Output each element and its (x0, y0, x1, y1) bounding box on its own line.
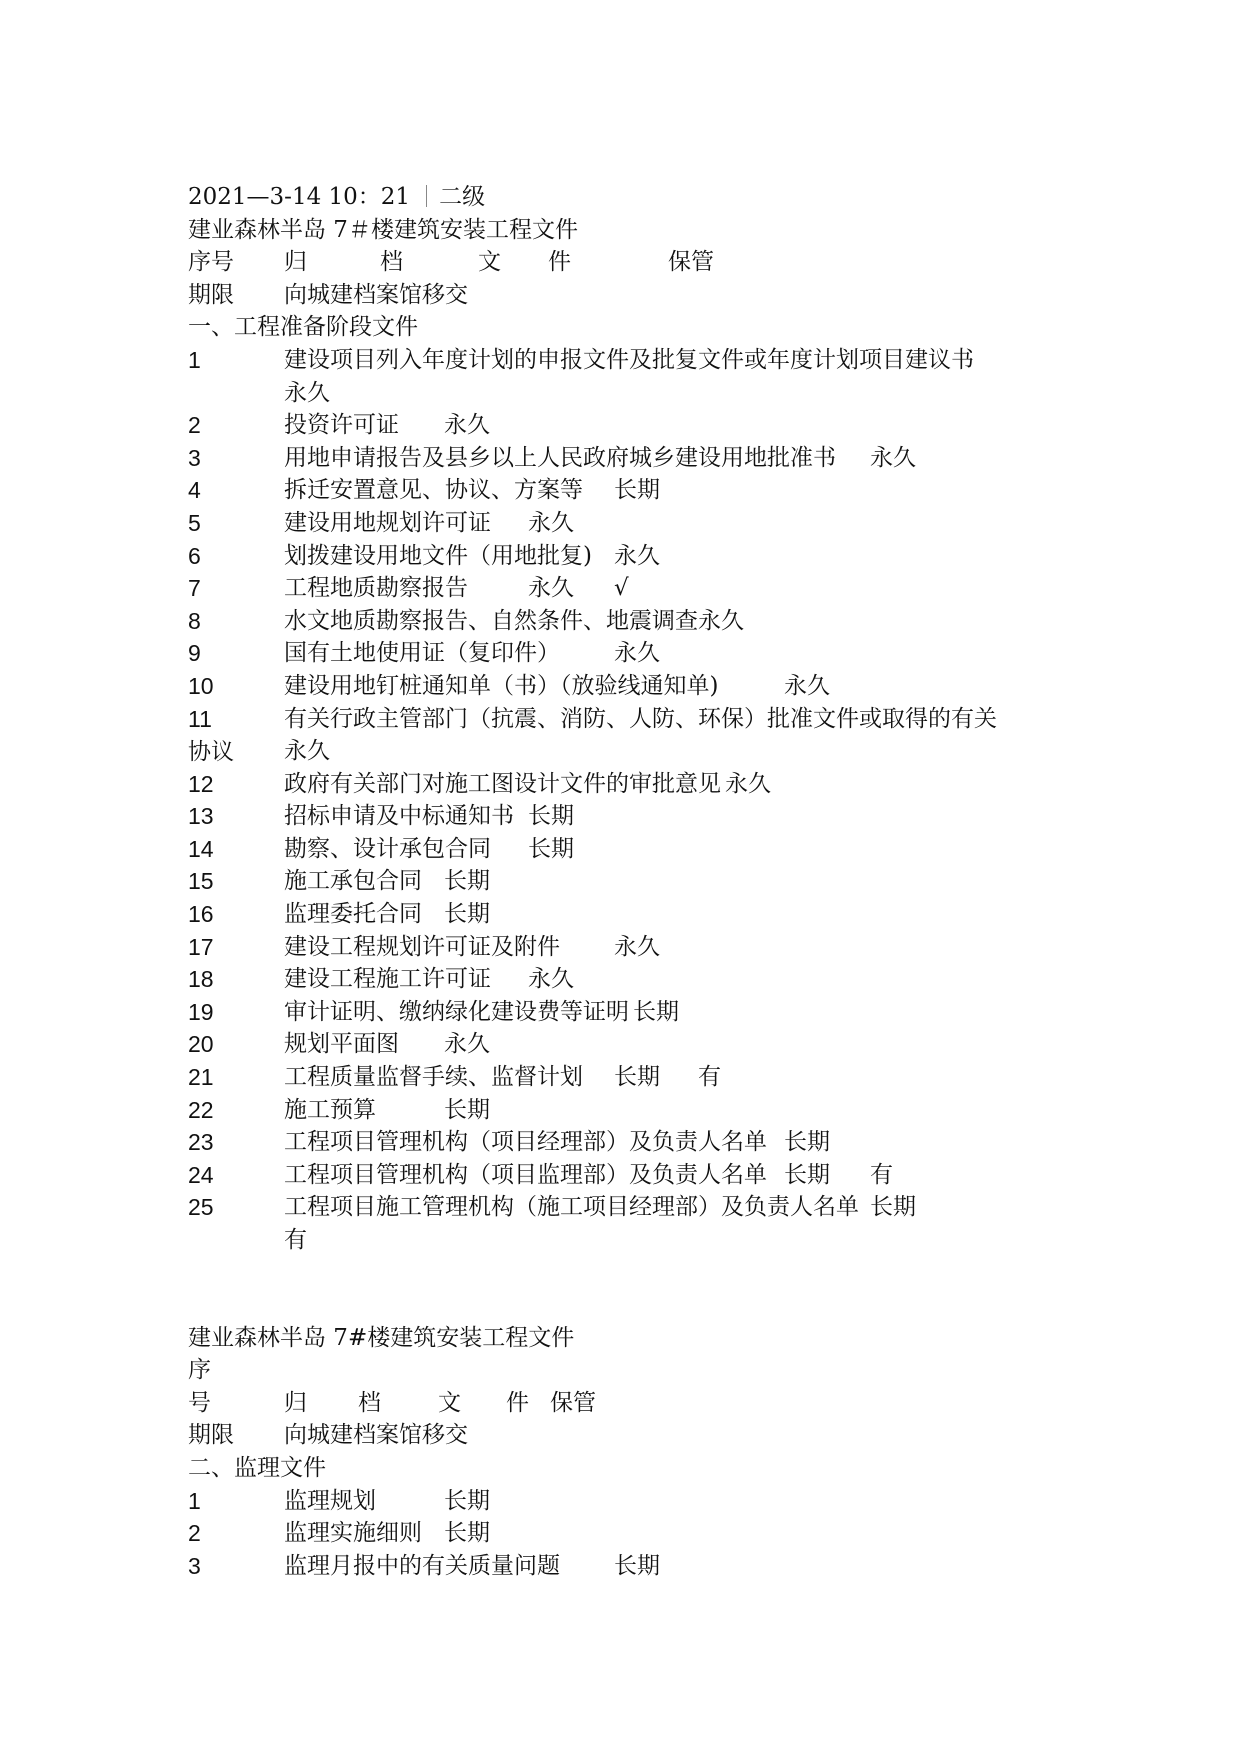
section-heading-2-text: 二、监理文件 (188, 1454, 326, 1481)
list-item (188, 1094, 1088, 1127)
col-wen: 文 (478, 249, 501, 276)
item-title: 划拨建设用地文件（用地批复) (284, 542, 592, 569)
item-number: 4 (188, 477, 201, 504)
item-number: 7 (188, 575, 201, 602)
col-jian: 件 (548, 249, 571, 276)
item-period: 永久 (528, 509, 574, 536)
item-transfer-mark: √ (614, 575, 629, 602)
item-title-text: 审计证明、缴纳绿化建设费等证明 (284, 998, 629, 1025)
section2-list (188, 1485, 1088, 1583)
doc-title (188, 214, 1088, 247)
item-period: 长期 (528, 803, 574, 830)
item-title: 建设用地钉桩通知单（书）（放验线通知单) (284, 672, 719, 699)
item-number: 21 (188, 1064, 214, 1091)
item-period: 长期 (528, 835, 574, 862)
item-number: 25 (188, 1194, 214, 1221)
list-item (188, 1191, 1088, 1224)
item-title: 投资许可证 (284, 412, 399, 439)
header-level: 二级 (439, 184, 486, 210)
col-dang: 档 (380, 249, 403, 276)
item-title: 工程项目管理机构（项目监理部）及负责人名单 (284, 1161, 767, 1188)
list-item (188, 898, 1088, 931)
item-period: 永久 (528, 575, 574, 602)
item-number: 10 (188, 672, 214, 699)
col-transfer-2: 向城建档案馆移交 (284, 1422, 468, 1449)
item-title: 施工预算 (284, 1096, 376, 1123)
col-hao: 号 (188, 1389, 211, 1416)
item-period: 永久 (870, 444, 916, 471)
section-heading-2 (188, 1452, 1088, 1485)
list-item (188, 474, 1088, 507)
column-header-row (188, 246, 1088, 279)
item-title: 建设工程施工许可证 (284, 966, 491, 993)
item-number: 20 (188, 1031, 214, 1058)
item-title: 工程项目施工管理机构（施工项目经理部）及负责人名单 (284, 1194, 859, 1221)
item-period: 长期 (614, 1064, 660, 1091)
list-item (188, 409, 1088, 442)
item-period: 长期 (444, 1096, 490, 1123)
list-item (188, 605, 1088, 638)
item-period: 长期 (870, 1194, 916, 1221)
item-title: 水文地质勘察报告、自然条件、地震调查 (284, 607, 698, 634)
item-period: 永久 (284, 738, 330, 765)
item-period: 永久 (784, 672, 830, 699)
item-period: 长期 (444, 901, 490, 928)
item-title: 监理月报中的有关质量问题 (284, 1552, 560, 1579)
list-item (188, 833, 1088, 866)
item-number: 8 (188, 607, 201, 634)
col-dang-2: 档 (358, 1389, 381, 1416)
item-number: 16 (188, 901, 214, 928)
item-period: 永久 (614, 640, 660, 667)
item-number: 9 (188, 640, 201, 667)
item-title: 工程质量监督手续、监督计划 (284, 1064, 583, 1091)
item-title: 勘察、设计承包合同 (284, 835, 491, 862)
item-number: 15 (188, 868, 214, 895)
list-item (188, 800, 1088, 833)
item-number: 3 (188, 1552, 201, 1579)
item-period: 永久 (614, 542, 660, 569)
section-heading-text: 一、工程准备阶段文件 (188, 314, 418, 341)
item-period: 永久 (698, 607, 744, 634)
section1-list (188, 344, 1088, 1257)
list-item (188, 1485, 1088, 1518)
col-seq: 序号 (188, 249, 234, 276)
list-item (188, 637, 1088, 670)
col-transfer: 向城建档案馆移交 (284, 281, 468, 308)
doc-title-text: 建业森林半岛 7＃楼建筑安装工程文件 (188, 216, 578, 243)
item-transfer-mark: 有 (698, 1064, 721, 1091)
item-title: 拆迁安置意见、协议、方案等 (284, 477, 583, 504)
item-title: 监理实施细则 (284, 1520, 422, 1547)
item-number: 13 (188, 803, 214, 830)
item-period: 长期 (614, 477, 660, 504)
spacer (188, 1257, 1088, 1322)
item-title: 建设项目列入年度计划的申报文件及批复文件或年度计划项目建议书 (284, 346, 974, 373)
item-number: 2 (188, 1520, 201, 1547)
doc-title-2 (188, 1322, 1088, 1355)
item-period: 永久 (284, 379, 330, 406)
col-qixian-2: 期限 (188, 1422, 234, 1449)
col-qixian: 期限 (188, 281, 234, 308)
list-item (188, 1517, 1088, 1550)
list-item (188, 572, 1088, 605)
item-transfer-mark: 有 (870, 1161, 893, 1188)
col-xu: 序 (188, 1357, 211, 1384)
item-title (284, 996, 679, 1029)
doc-title-2-text: 建业森林半岛 7#楼建筑安装工程文件 (188, 1324, 575, 1351)
item-period: 长期 (444, 868, 490, 895)
header-stamp (188, 181, 1088, 214)
item-number: 19 (188, 998, 214, 1025)
col-baoguan-2: 保管 (550, 1389, 596, 1416)
list-item (188, 507, 1088, 540)
item-period: 长期 (614, 1552, 660, 1579)
item-period: 长期 (444, 1487, 490, 1514)
item-title: 国有土地使用证（复印件） (284, 640, 560, 667)
item-title: 监理委托合同 (284, 901, 422, 928)
column-header-row-s2-2 (188, 1419, 1088, 1452)
item-title: 招标申请及中标通知书 (284, 803, 514, 830)
list-item-continuation (188, 1224, 1088, 1257)
col-wen-2: 文 (438, 1389, 461, 1416)
list-item (188, 670, 1088, 703)
item-number: 12 (188, 770, 214, 797)
item-period: 长期 (444, 1520, 490, 1547)
list-item (188, 865, 1088, 898)
list-item (188, 931, 1088, 964)
item-title-text: 政府有关部门对施工图设计文件的审批意见 (284, 770, 721, 797)
list-item (188, 768, 1088, 801)
list-item-continuation (188, 377, 1088, 410)
item-title: 监理规划 (284, 1487, 376, 1514)
item-title: 建设工程规划许可证及附件 (284, 933, 560, 960)
item-title: 用地申请报告及县乡以上人民政府城乡建设用地批准书 (284, 444, 836, 471)
item-period: 永久 (444, 1031, 490, 1058)
item-transfer-mark: 有 (284, 1227, 307, 1253)
list-item (188, 703, 1088, 736)
item-period: 永久 (614, 933, 660, 960)
item-number: 1 (188, 346, 201, 373)
list-item (188, 1159, 1088, 1192)
item-number: 2 (188, 412, 201, 439)
item-number: 5 (188, 509, 201, 536)
column-header-xu (188, 1354, 1088, 1387)
list-item (188, 1028, 1088, 1061)
item-title: 工程项目管理机构（项目经理部）及负责人名单 (284, 1129, 767, 1156)
item-period: 长期 (784, 1161, 830, 1188)
item-number: 23 (188, 1129, 214, 1156)
item-number: 1 (188, 1487, 201, 1514)
document-page (188, 181, 1088, 1582)
item-title: 施工承包合同 (284, 868, 422, 895)
header-datetime: 2021—3-14 10：21 (188, 184, 411, 210)
item-period: 长期 (784, 1129, 830, 1156)
item-number: 18 (188, 966, 214, 993)
list-item (188, 1126, 1088, 1159)
item-number: 6 (188, 542, 201, 569)
list-item (188, 963, 1088, 996)
item-title: 建设用地规划许可证 (284, 509, 491, 536)
column-header-row-s2 (188, 1387, 1088, 1420)
header-divider (426, 185, 427, 207)
section-heading (188, 311, 1088, 344)
item-period: 永久 (725, 770, 771, 797)
item-number: 11 (188, 705, 212, 732)
list-item (188, 1550, 1088, 1583)
col-gui: 归 (284, 249, 307, 276)
item-period: 长期 (633, 998, 679, 1025)
list-item (188, 442, 1088, 475)
item-number: 22 (188, 1096, 214, 1123)
item-number: 24 (188, 1161, 214, 1188)
list-item (188, 344, 1088, 377)
item-title: 规划平面图 (284, 1031, 399, 1058)
column-header-row-2 (188, 279, 1088, 312)
item-number: 3 (188, 444, 201, 471)
list-item (188, 996, 1088, 1029)
item-number: 14 (188, 835, 214, 862)
col-baoguan: 保管 (668, 249, 714, 276)
item-period: 永久 (528, 966, 574, 993)
item-number: 17 (188, 933, 214, 960)
list-item-continuation (188, 735, 1088, 768)
col-jian-2: 件 (506, 1389, 529, 1416)
item-title-continuation: 协议 (188, 738, 234, 765)
col-gui-2: 归 (284, 1389, 307, 1416)
item-period: 永久 (444, 412, 490, 439)
item-title (284, 768, 771, 801)
list-item (188, 540, 1088, 573)
list-item (188, 1061, 1088, 1094)
item-title: 工程地质勘察报告 (284, 575, 468, 602)
item-title: 有关行政主管部门（抗震、消防、人防、环保）批准文件或取得的有关 (284, 705, 997, 732)
